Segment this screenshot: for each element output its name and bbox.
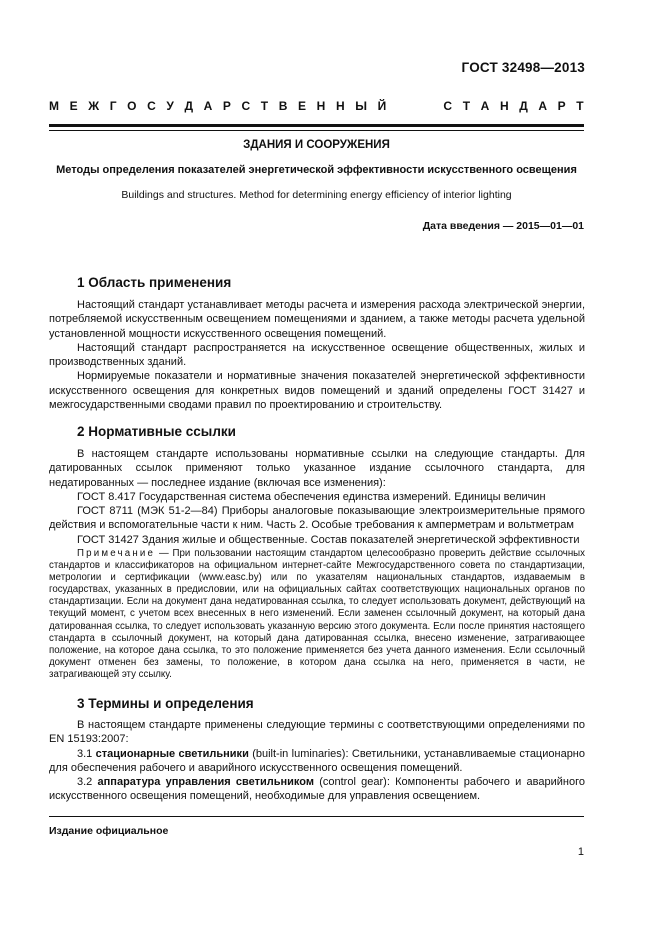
section-1-body: [49, 298, 585, 412]
section-3-heading: 3 Термины и определения: [77, 696, 254, 711]
type-letter: Ж: [88, 99, 100, 113]
paragraph: В настоящем стандарте применены следующие термины с соответствующими определениями по EN 15193:2007:: [49, 719, 585, 746]
type-letter: Н: [335, 99, 345, 113]
paragraph: Нормируемые показатели и нормативные значения показателей энергетической эффективности искусственного освещения для конкретных видов помещений и зданий определены ГОСТ 31427 и межгосударственными сводами правил по проектированию и строительству.: [49, 370, 585, 412]
paragraph: Настоящий стандарт распространяется на искусственное освещение общественных, жилых и производственных зданий.: [49, 341, 585, 369]
note-text: — При пользовании настоящим стандартом целесообразно проверить действие ссылочных стандартов и классификаторов на официальном интернет-сайте Межгосударственного совета по стандартизации, метрологии и сертификации (www.easc.by) или по указателям национальных стандартов, издаваемым в государствах, указанных в предисловии, или на официальных сайтах соответствующих национальных органов по стандартизации. Если на документ дана недатированная ссылка, то следует использовать документ, действующий на текущий момент, с учетом всех внесенных в него изменений. Если заменен ссылочный документ, на который дана датированная ссылка, то следует использовать указанную версию этого документа. Если после принятия настоящего стандарта в ссылочный документ, на который дана датированная ссылка, внесено изменение, затрагивающее положение, на которое дана ссылка, то это положение применяется без учета данного изменения. Если ссылочный документ отменен без замены, то положение, в котором дана ссылка на него, применяется в части, не затрагивающей эту ссылку.: [49, 548, 585, 680]
term-number: 3.2: [77, 776, 98, 789]
type-letter: М: [49, 99, 59, 113]
standard-type-heading: [49, 99, 584, 113]
note-paragraph: [49, 548, 585, 681]
type-letter: Е: [298, 99, 307, 113]
type-letter: Н: [499, 99, 509, 113]
type-letter: Р: [557, 99, 566, 113]
paragraph: Настоящий стандарт устанавливает методы расчета и измерения расхода электрической энергии, потребляемой искусственным освещением помещениями и зданием, а также методы расчета удельной установленной мощности искусственного освещения помещений.: [49, 299, 585, 340]
term-number: 3.1: [77, 747, 96, 760]
type-letter: А: [203, 99, 213, 113]
type-letter: С: [443, 99, 453, 113]
type-letter: Т: [462, 99, 471, 113]
introduction-date: Дата введения — 2015—01—01: [422, 220, 584, 232]
type-letter: Р: [222, 99, 231, 113]
type-letter: Ы: [355, 99, 367, 113]
term-name: стационарные светильники: [95, 747, 249, 760]
document-subtitle: Методы определения показателей энергетической эффективности искусственного освещения: [56, 164, 577, 176]
word-gap: [397, 99, 433, 113]
section-2-body: [49, 447, 585, 547]
type-letter: Г: [109, 99, 117, 113]
type-letter: У: [166, 99, 174, 113]
type-letter: Д: [519, 99, 528, 113]
term-definition: [49, 747, 585, 776]
type-letter: Т: [260, 99, 269, 113]
term-definition: [49, 775, 585, 804]
section-2-heading: 2 Нормативные ссылки: [77, 424, 236, 439]
type-letter: Д: [184, 99, 193, 113]
note-label: Примечание: [77, 548, 156, 559]
term-text: (control gear): Компоненты рабочего и аварийного искусственного освещения помещений, необходимые для управления освещением.: [49, 776, 585, 803]
header-rule-thick: [49, 124, 584, 127]
reference-item: ГОСТ 31427 Здания жилые и общественные. Состав показателей энергетической эффективности: [77, 533, 580, 546]
paragraph: В настоящем стандарте использованы нормативные ссылки на следующие стандарты. Для датированных ссылок применяют только указанное издание ссылочного стандарта, для недатированных — последнее издание (включая все изменения):: [49, 448, 585, 489]
page-number: 1: [577, 846, 584, 858]
type-letter: Н: [316, 99, 326, 113]
section-1-heading: 1 Область применения: [77, 275, 232, 290]
official-edition-label: Издание официальное: [49, 825, 169, 837]
type-letter: А: [480, 99, 490, 113]
type-letter: С: [241, 99, 251, 113]
type-letter: В: [278, 99, 288, 113]
term-name: аппаратура управления светильником: [97, 776, 314, 789]
type-letter: О: [127, 99, 137, 113]
type-letter: С: [147, 99, 156, 113]
footer-rule: [49, 816, 584, 817]
section-3-body: [49, 718, 585, 804]
section-2-note: [49, 548, 585, 681]
header-rule-thin: [49, 130, 584, 131]
term-text: (built-in luminaries): Светильники, устанавливаемые стационарно для обеспечения рабочего и аварийного искусственного освещения помещений.: [49, 747, 585, 774]
type-letter: Й: [377, 99, 387, 113]
type-letter: Е: [69, 99, 78, 113]
type-letter: Т: [576, 99, 584, 113]
type-letter: А: [538, 99, 548, 113]
reference-item: ГОСТ 8.417 Государственная система обеспечения единства измерений. Единицы величин: [77, 490, 546, 503]
gost-number: ГОСТ 32498—2013: [461, 60, 585, 75]
english-title: Buildings and structures. Method for determining energy efficiency of interior lighting: [121, 189, 512, 201]
document-title: ЗДАНИЯ И СООРУЖЕНИЯ: [243, 139, 390, 151]
reference-item: ГОСТ 8711 (МЭК 51-2—84) Приборы аналоговые показывающие электроизмерительные прямого действия и вспомогательные части к ним. Часть 2. Особые требования к амперметрам и вольтметрам: [49, 505, 585, 532]
